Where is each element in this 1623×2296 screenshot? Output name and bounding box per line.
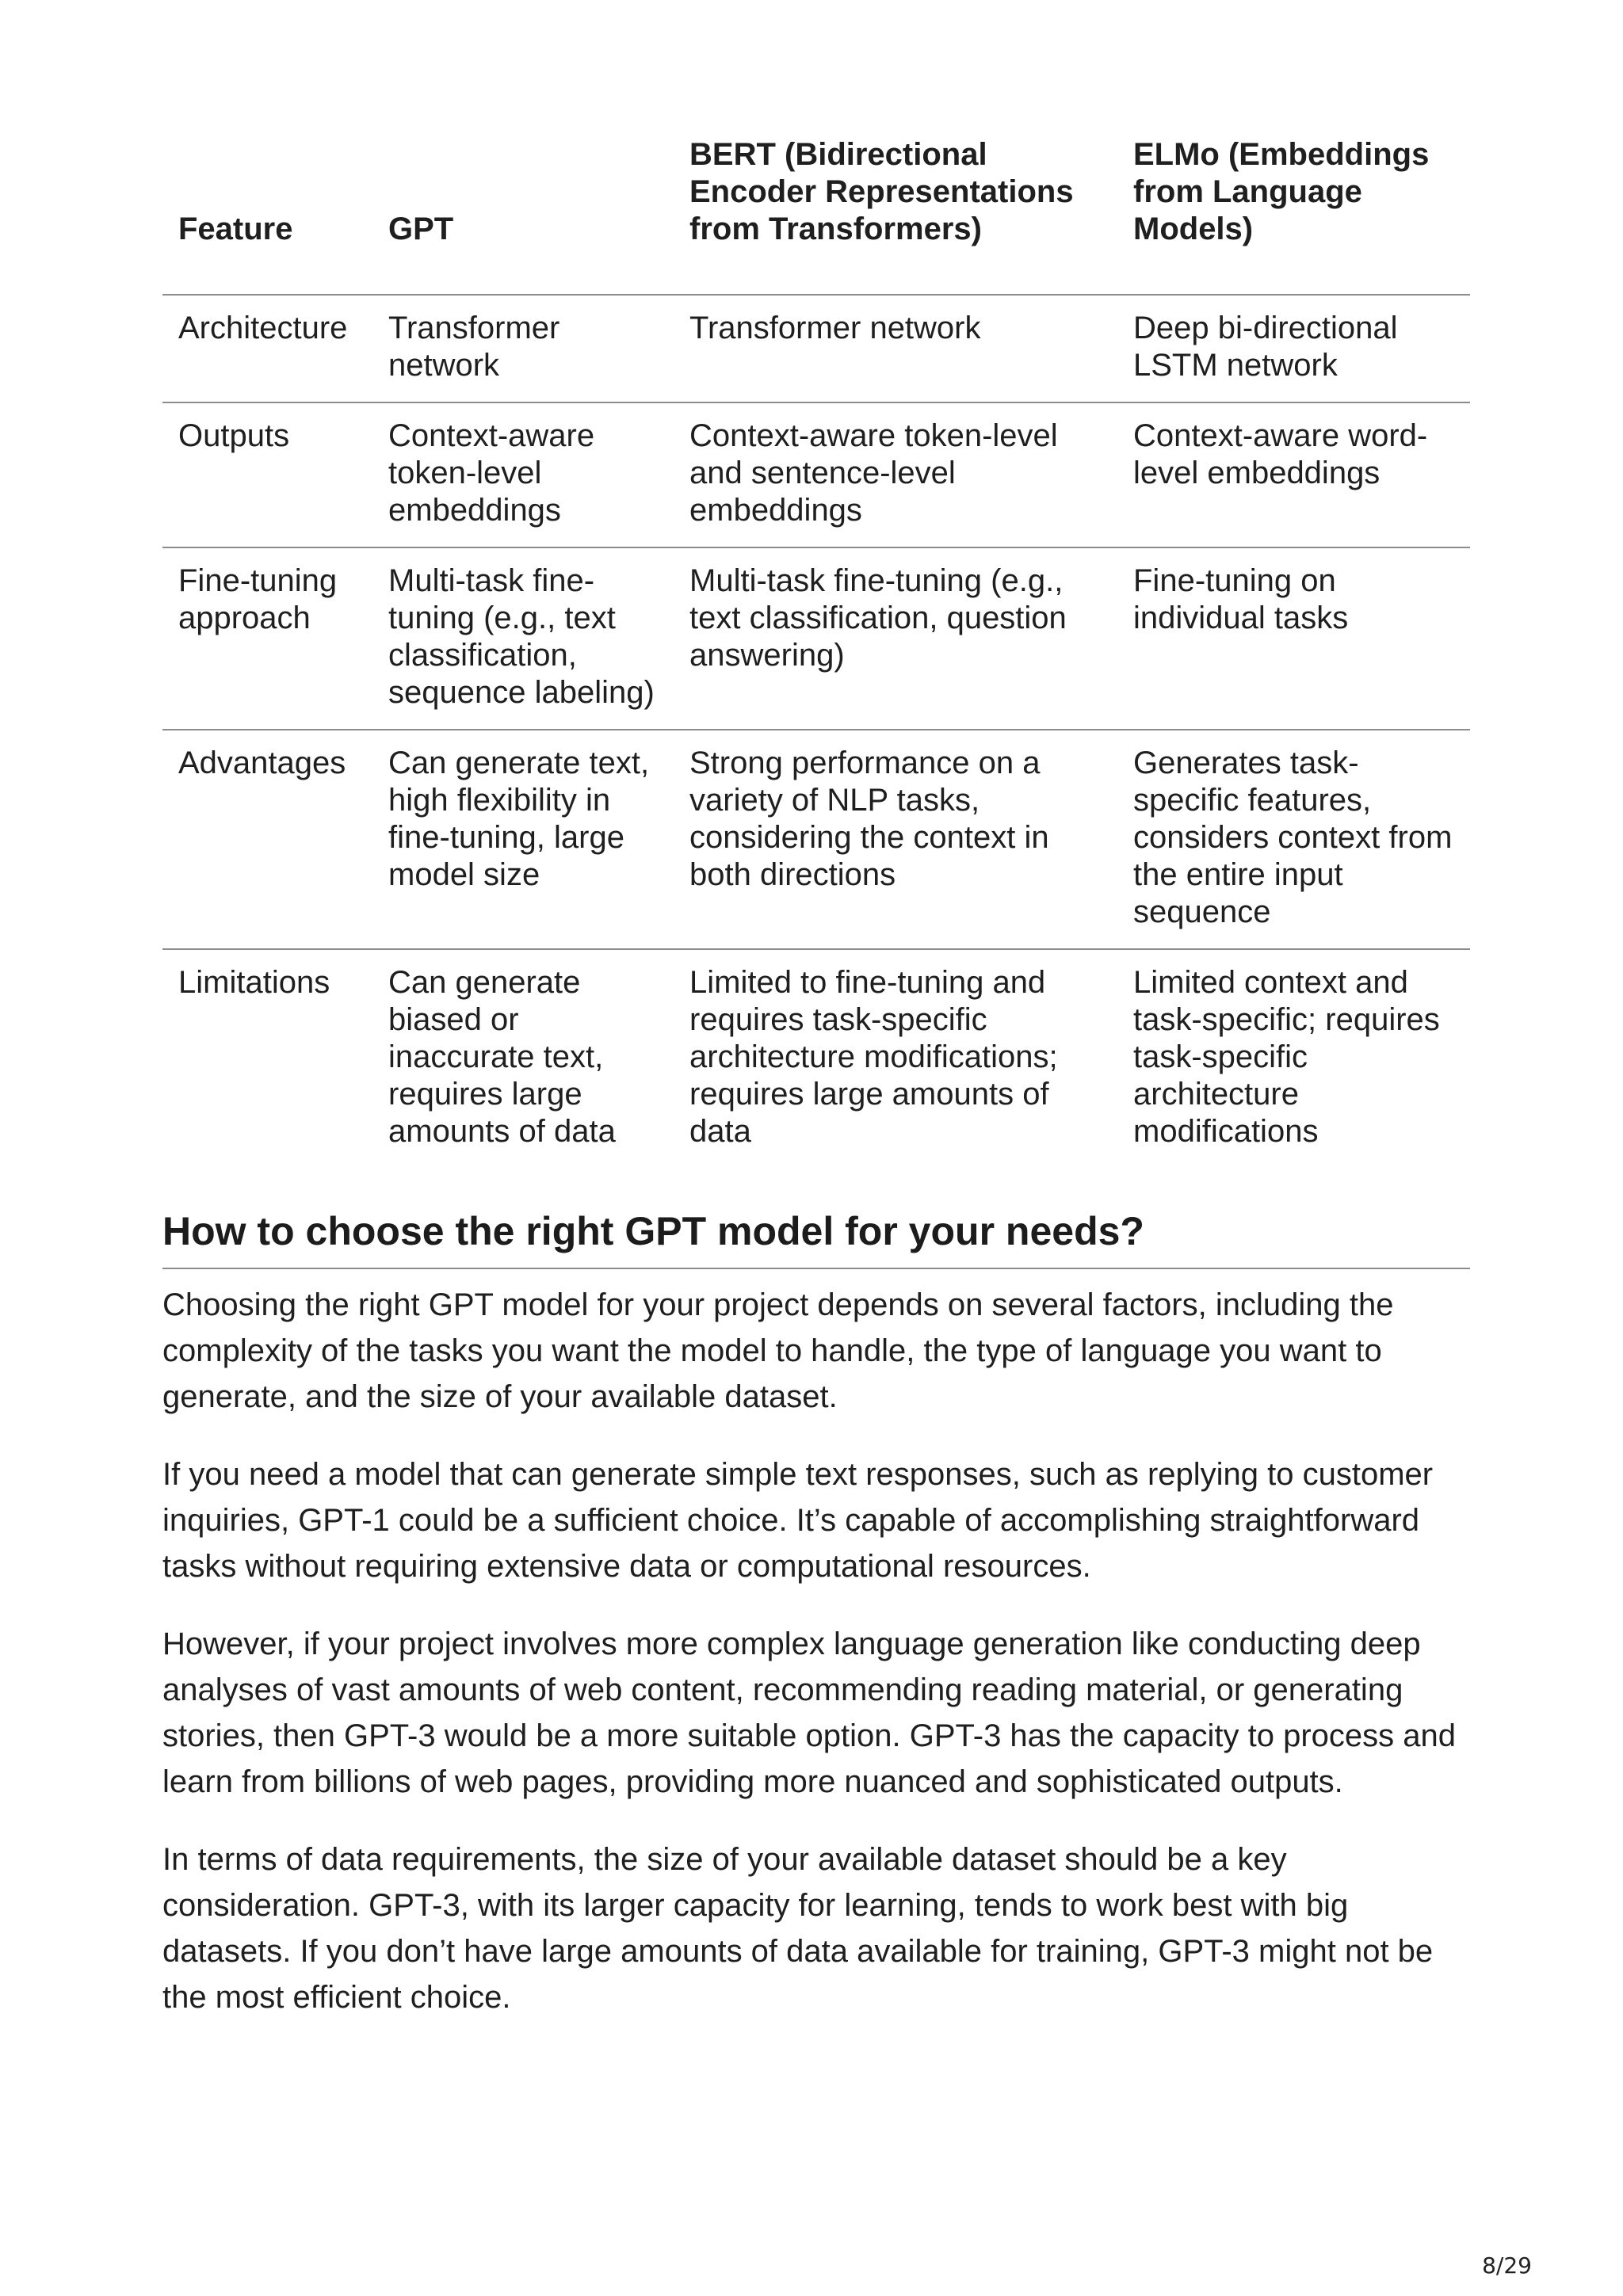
cell-elmo: Context-aware word-level embeddings xyxy=(1117,402,1470,547)
table-row-fine-tuning xyxy=(162,547,1470,730)
cell-feature: Limitations xyxy=(178,965,330,1000)
cell-feature: Architecture xyxy=(162,295,372,402)
cell-bert: Strong performance on a variety of NLP tasks, considering the context in both directions xyxy=(674,730,1117,949)
cell-bert: Context-aware token-level and sentence-level embeddings xyxy=(674,402,1117,547)
header-bert: BERT (Bidirectional Encoder Representations from Transformers) xyxy=(674,127,1117,295)
cell-elmo: Limited context and task-specific; requires task-specific architecture modifications xyxy=(1133,965,1440,1149)
table-row-architecture xyxy=(162,295,1470,402)
cell-gpt: Multi-task fine-tuning (e.g., text classification, sequence labeling) xyxy=(372,547,674,730)
paragraph-gpt1: If you need a model that can generate simple text responses, such as replying to customer inquiries, GPT-1 could be a sufficient choice. It’s capable of accomplishing straightforward tasks without requiring extensive data or computational resources. xyxy=(162,1457,1434,1584)
paragraph-factors: Choosing the right GPT model for your project depends on several factors, including the complexity of the tasks you want the model to handle, the type of language you want to generate, and the size of your available dataset. xyxy=(162,1287,1394,1414)
table-body xyxy=(162,295,1470,1150)
cell-elmo: Generates task-specific features, considers context from the entire input sequence xyxy=(1117,730,1470,949)
cell-feature: Outputs xyxy=(162,402,372,547)
cell-gpt: Can generate biased or inaccurate text, requires large amounts of data xyxy=(388,965,616,1149)
table-row-outputs xyxy=(162,402,1470,547)
header-elmo: ELMo (Embeddings from Language Models) xyxy=(1117,127,1470,295)
table-row-limitations xyxy=(162,949,1470,1150)
header-gpt: GPT xyxy=(372,127,674,295)
comparison-table xyxy=(162,127,1470,1150)
header-row xyxy=(162,127,1470,295)
header-feature: Feature xyxy=(162,127,372,295)
table-header xyxy=(162,127,1470,295)
section-heading: How to choose the right GPT model for your needs? xyxy=(162,1207,1470,1269)
table-row-advantages xyxy=(162,730,1470,949)
cell-bert: Limited to fine-tuning and requires task-specific architecture modifications; requires large amounts of data xyxy=(689,965,1058,1149)
cell-gpt: Transformer network xyxy=(372,295,674,402)
cell-bert: Multi-task fine-tuning (e.g., text classification, question answering) xyxy=(674,547,1117,730)
cell-feature: Advantages xyxy=(162,730,372,949)
cell-feature: Fine-tuning approach xyxy=(162,547,372,730)
page-content xyxy=(162,127,1470,2020)
cell-gpt: Context-aware token-level embeddings xyxy=(372,402,674,547)
paragraph-data-requirements: In terms of data requirements, the size of your available dataset should be a key consideration. GPT-3, with its larger capacity for learning, tends to work best with big datasets. If you don’t have large amounts of data available for training, GPT-3 might not be the most efficient choice. xyxy=(162,1842,1434,2015)
page-number: 8/29 xyxy=(1482,2252,1532,2279)
cell-gpt: Can generate text, high flexibility in fine-tuning, large model size xyxy=(372,730,674,949)
cell-elmo: Deep bi-directional LSTM network xyxy=(1117,295,1470,402)
cell-bert: Transformer network xyxy=(674,295,1117,402)
cell-elmo: Fine-tuning on individual tasks xyxy=(1117,547,1470,730)
paragraph-gpt3: However, if your project involves more complex language generation like conducting deep analyses of vast amounts of web content, recommending reading material, or generating stories, then GPT-3 would be a more suitable option. GPT-3 has the capacity to process and learn from billions of web pages, providing more nuanced and sophisticated outputs. xyxy=(162,1627,1456,1799)
